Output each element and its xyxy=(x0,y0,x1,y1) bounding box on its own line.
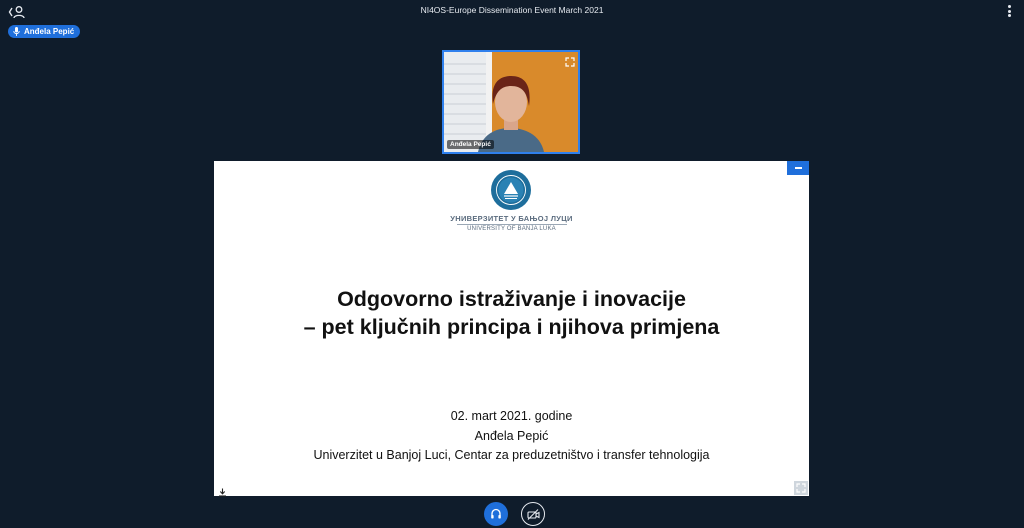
minimize-icon xyxy=(795,167,802,169)
more-vertical-icon xyxy=(1008,5,1011,8)
slide-title-line-2: – pet ključnih principa i njihova primjena xyxy=(303,315,720,339)
slide-date: 02. mart 2021. godine xyxy=(450,409,573,423)
presentation-slide xyxy=(214,161,809,496)
talking-indicator-name: Anđela Pepić xyxy=(24,27,75,36)
talking-indicator xyxy=(8,25,80,38)
slide-title-line-1: Odgovorno istraživanje i inovacije xyxy=(337,287,686,311)
expand-icon xyxy=(565,57,575,67)
slide-author: Anđela Pepić xyxy=(474,428,549,443)
options-button[interactable] xyxy=(1006,5,1012,19)
microphone-icon xyxy=(13,27,20,36)
video-off-icon xyxy=(527,509,540,520)
fullscreen-icon xyxy=(796,483,806,493)
webcam-tile[interactable] xyxy=(442,50,580,154)
webcam-name-label: Anđela Pepić xyxy=(447,140,494,149)
webcam-video xyxy=(444,52,578,152)
download-presentation-button[interactable] xyxy=(218,484,227,493)
university-name-cyrillic: УНИВЕРЗИТЕТ У БАЊОЈ ЛУЦИ xyxy=(450,214,573,223)
university-divider xyxy=(457,224,567,225)
slide-meta xyxy=(214,407,809,466)
webcam-toggle-button[interactable] xyxy=(521,502,545,526)
fullscreen-button[interactable] xyxy=(794,481,808,495)
university-name-latin: UNIVERSITY OF BANJA LUKA xyxy=(467,226,556,232)
webcam-expand-button[interactable] xyxy=(565,54,575,64)
slide-title xyxy=(214,285,809,341)
meeting-title: NI4OS-Europe Dissemination Event March 2021 xyxy=(420,5,604,15)
university-logo xyxy=(490,169,532,211)
top-bar xyxy=(0,0,1024,24)
audio-button[interactable] xyxy=(484,502,508,526)
minimize-presentation-button[interactable] xyxy=(787,161,809,175)
headphones-icon xyxy=(490,508,502,520)
slide-affiliation: Univerzitet u Banjoj Luci, Centar za preduzetništvo i transfer tehnologija xyxy=(313,448,710,462)
download-icon xyxy=(218,488,227,497)
